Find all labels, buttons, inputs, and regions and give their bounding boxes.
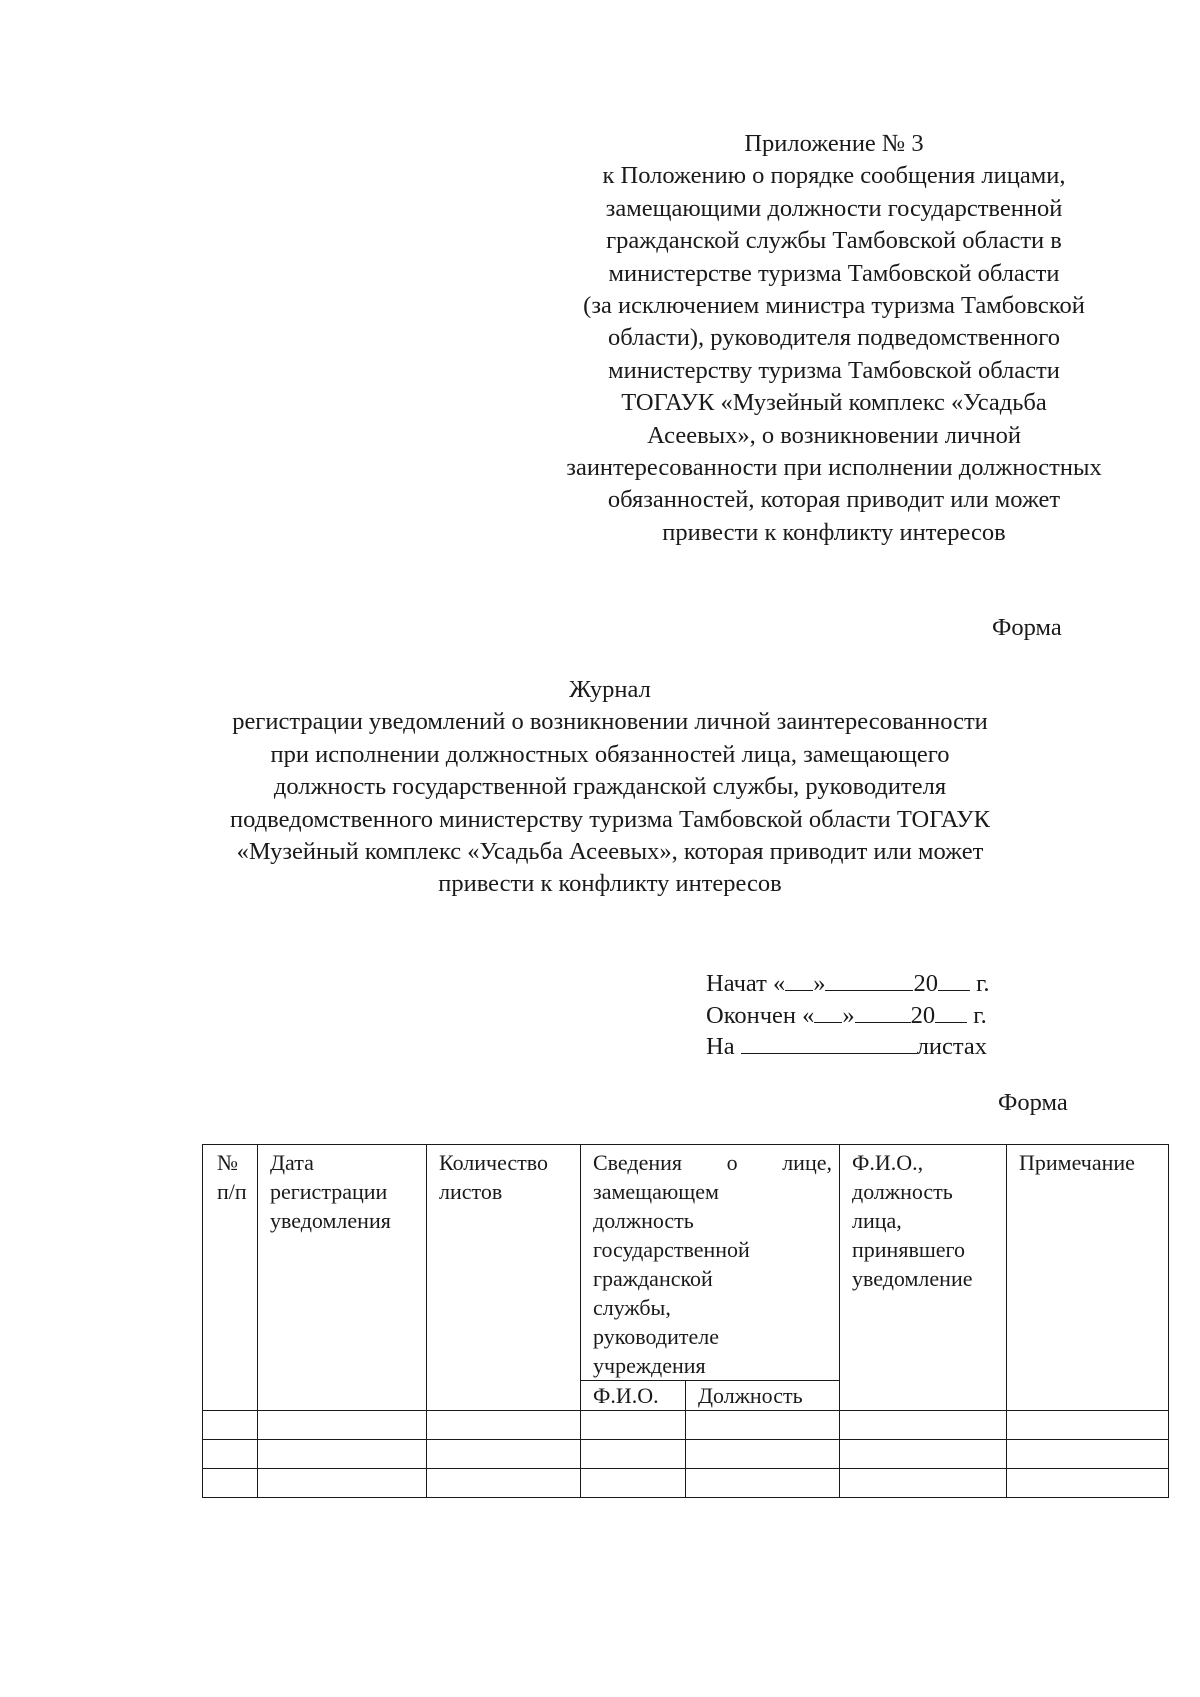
started-year-prefix: 20 <box>913 970 938 997</box>
sheets-suffix: листах <box>916 1033 988 1060</box>
appendix-line: к Положению о порядке сообщения лицами, <box>602 162 1066 190</box>
appendix-line: заинтересованности при исполнении должностных <box>566 454 1102 482</box>
table-cell[interactable] <box>686 1411 840 1440</box>
appendix-line: Асеевых», о возникновении личной <box>647 421 1021 449</box>
table-cell[interactable] <box>581 1440 686 1469</box>
journal-heading <box>200 674 1020 901</box>
appendix-title: Приложение № 3 <box>744 130 924 157</box>
table-cell[interactable] <box>203 1469 258 1498</box>
header-number: № п/п <box>203 1145 258 1411</box>
journal-line: должность государственной гражданской службы, руководителя <box>273 773 947 801</box>
finished-day-blank <box>814 1004 842 1023</box>
table-row <box>203 1411 1169 1440</box>
appendix-line: ТОГАУК «Музейный комплекс «Усадьба <box>621 389 1047 417</box>
appendix-line: (за исключением министра туризма Тамбовской <box>583 292 1085 320</box>
journal-line: привести к конфликту интересов <box>438 870 782 898</box>
subheader-fio: Ф.И.О. <box>581 1381 686 1411</box>
table-cell[interactable] <box>427 1469 581 1498</box>
table-cell[interactable] <box>686 1440 840 1469</box>
table-cell[interactable] <box>1007 1440 1169 1469</box>
header-sheet-count: Количество листов <box>427 1145 581 1411</box>
table-header-row <box>203 1145 1169 1381</box>
journal-line: при исполнении должностных обязанностей лица, замещающего <box>270 740 950 768</box>
journal-title: Журнал <box>569 676 651 703</box>
table-cell[interactable] <box>258 1469 427 1498</box>
appendix-header <box>520 128 1148 549</box>
appendix-line: области), руководителя подведомственного <box>607 324 1060 352</box>
table-cell[interactable] <box>1007 1411 1169 1440</box>
finished-prefix: Окончен « <box>706 1001 815 1029</box>
journal-line: «Музейный комплекс «Усадьба Асеевых», которая приводит или может <box>236 838 984 866</box>
started-year-blank <box>938 972 970 991</box>
journal-line: подведомственного министерству туризма Тамбовской области ТОГАУК <box>230 805 990 833</box>
appendix-line: замещающими должности государственной <box>605 194 1063 222</box>
finished-suffix: г. <box>973 1001 987 1029</box>
appendix-line: обязанностей, которая приводит или может <box>607 486 1061 514</box>
table-cell[interactable] <box>840 1469 1007 1498</box>
started-suffix: г. <box>976 970 990 997</box>
appendix-line: гражданской службы Тамбовской области в <box>606 227 1062 255</box>
finished-mid: » <box>842 1001 855 1029</box>
appendix-line: министерству туризма Тамбовской области <box>608 356 1060 384</box>
header-note: Примечание <box>1007 1145 1169 1411</box>
appendix-line: привести к конфликту интересов <box>662 518 1006 546</box>
table-cell[interactable] <box>840 1411 1007 1440</box>
form-label: Форма <box>998 1089 1068 1116</box>
sheets-line <box>706 1031 990 1063</box>
started-day-blank <box>785 972 813 991</box>
sheets-count-blank <box>741 1035 917 1054</box>
form-label: Форма <box>992 614 1062 641</box>
header-receiver: Ф.И.О., должность лица, принявшего уведомление <box>840 1145 1007 1411</box>
finished-year-prefix: 20 <box>910 1001 936 1029</box>
sheets-prefix: На <box>706 1033 735 1060</box>
started-prefix: Начат « <box>706 970 786 997</box>
table-cell[interactable] <box>258 1440 427 1469</box>
started-date-line <box>706 968 990 1000</box>
subheader-position: Должность <box>686 1381 840 1411</box>
register-table <box>202 1144 1169 1498</box>
started-mid: » <box>813 970 826 997</box>
table-cell[interactable] <box>581 1411 686 1440</box>
table-row <box>203 1440 1169 1469</box>
table-cell[interactable] <box>427 1411 581 1440</box>
table-cell[interactable] <box>258 1411 427 1440</box>
finished-date-line <box>706 1000 990 1032</box>
journal-line: регистрации уведомлений о возникновении личной заинтересованности <box>232 708 988 736</box>
finished-year-blank <box>935 1004 967 1023</box>
table-row <box>203 1469 1169 1498</box>
started-month-blank <box>825 972 913 991</box>
table-cell[interactable] <box>203 1411 258 1440</box>
header-person-info: Сведения о лице, замещающем должность государственной гражданской службы, руководителе учреждения <box>581 1145 840 1381</box>
table-cell[interactable] <box>840 1440 1007 1469</box>
table-cell[interactable] <box>686 1469 840 1498</box>
table-cell[interactable] <box>427 1440 581 1469</box>
header-registration-date: Дата регистрации уведомления <box>258 1145 427 1411</box>
table-cell[interactable] <box>1007 1469 1169 1498</box>
table-cell[interactable] <box>581 1469 686 1498</box>
finished-month-blank <box>855 1004 911 1023</box>
journal-dates <box>706 968 990 1063</box>
appendix-line: министерстве туризма Тамбовской области <box>608 259 1060 287</box>
table-cell[interactable] <box>203 1440 258 1469</box>
